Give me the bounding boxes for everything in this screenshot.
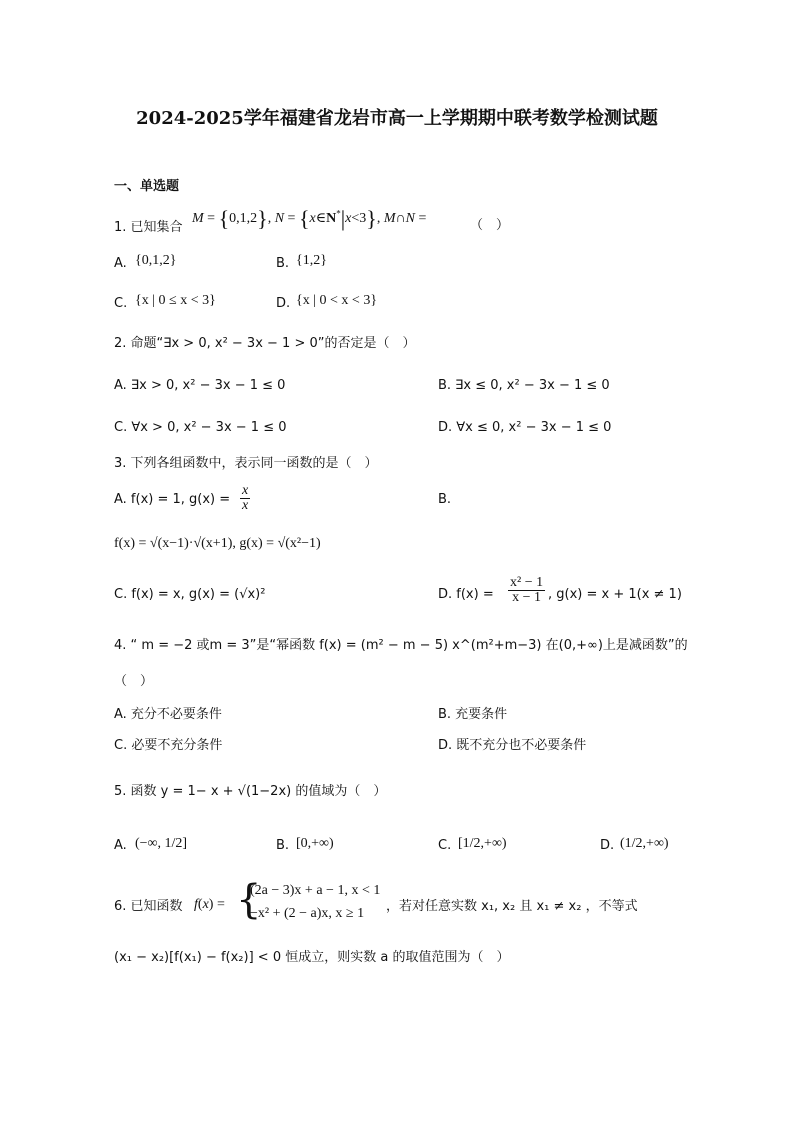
q3-option-b: B. <box>438 492 452 507</box>
q3-option-a: A. f(x) = 1, g(x) = <box>114 492 231 507</box>
q5-option-b: B. <box>276 838 290 853</box>
q5-option-d: D. <box>600 838 615 853</box>
q3-option-d-frac: $\frac{\text{x² − 1}}{x - 1}$ <box>510 575 544 605</box>
q5-option-c: C. <box>438 838 452 853</box>
q2-option-d: D. ∀x ≤ 0, x² − 3x − 1 ≤ 0 <box>438 420 612 435</box>
q1-option-b-expr: {1,2} <box>296 253 327 268</box>
q6-line-2: (x₁ − x₂)[f(x₁) − f(x₂)] < 0 恒成立，则实数 a 的取值范围为（ ） <box>114 950 510 965</box>
q6-function-name: f(x) = <box>194 897 225 912</box>
q6-condition: ，若对任意实数 x₁, x₂ 且 x₁ ≠ x₂ ，不等式 <box>386 899 638 914</box>
q4-option-c: C. 必要不充分条件 <box>114 738 223 753</box>
q4-option-d: D. 既不充分也不必要条件 <box>438 738 587 753</box>
section-heading: 一、单选题 <box>114 179 180 194</box>
q1-option-a: A. <box>114 256 127 271</box>
q1-option-a-expr: {0,1,2} <box>135 253 177 268</box>
q1-option-b: B. <box>276 256 290 271</box>
q2-option-a: A. ∃x > 0, x² − 3x − 1 ≤ 0 <box>114 378 286 393</box>
q3-option-c: C. f(x) = x, g(x) = (√x)² <box>114 587 266 602</box>
q4-option-a: A. 充分不必要条件 <box>114 707 222 722</box>
q6-brace: { <box>236 877 262 923</box>
q5-option-b-expr: [0,+∞) <box>296 836 334 851</box>
q6-piece-2: −x² + (2 − a)x, x ≥ 1 <box>250 906 365 921</box>
page-title: 2024-2025学年福建省龙岩市高一上学期期中联考数学检测试题 <box>136 108 658 129</box>
q6-stem: 6. 已知函数 <box>114 899 183 914</box>
q2-option-b: B. ∃x ≤ 0, x² − 3x − 1 ≤ 0 <box>438 378 610 393</box>
q3-stem: 3. 下列各组函数中，表示同一函数的是（ ） <box>114 456 378 471</box>
q4-stem: 4. “ m = −2 或m = 3”是“幂函数 f(x) = (m² − m − 5) x^(m²+m−3) 在(0,+∞)上是减函数”的 <box>114 638 688 653</box>
q3-option-b-expr: f(x) = √(x−1)·√(x+1), g(x) = √(x²−1) <box>114 536 321 551</box>
q5-option-a-expr: (−∞, 1/2] <box>135 836 188 851</box>
q1-option-c: C. <box>114 296 128 311</box>
q2-option-c: C. ∀x > 0, x² − 3x − 1 ≤ 0 <box>114 420 287 435</box>
q3-option-d-pre: D. f(x) = <box>438 587 494 602</box>
q6-piece-1: (2a − 3)x + a − 1, x < 1 <box>250 883 381 898</box>
q2-stem: 2. 命题“∃x > 0, x² − 3x − 1 > 0”的否定是（ ） <box>114 336 416 351</box>
q1-option-c-expr: {x | 0 ≤ x < 3} <box>135 293 216 308</box>
q4-paren: （ ） <box>114 674 154 689</box>
q5-stem: 5. 函数 y = 1− x + √(1−2x) 的值域为（ ） <box>114 784 387 799</box>
q5-option-a: A. <box>114 838 127 853</box>
q1-paren: （ ） <box>470 218 510 233</box>
q5-option-c-expr: [1/2,+∞) <box>458 836 507 851</box>
q1-option-d-expr: {x | 0 < x < 3} <box>296 293 378 308</box>
q1-stem: 1. 已知集合 <box>114 220 183 235</box>
q3-option-a-frac: $\frac{x}{x}$ <box>242 483 249 513</box>
q1-expr: M = {0,1,2}, N = {x∈N*|x<3}, M∩N = <box>192 206 427 231</box>
q3-option-d-post: , g(x) = x + 1(x ≠ 1) <box>548 587 682 602</box>
q4-option-b: B. 充要条件 <box>438 707 508 722</box>
q1-option-d: D. <box>276 296 291 311</box>
q5-option-d-expr: (1/2,+∞) <box>620 836 669 851</box>
